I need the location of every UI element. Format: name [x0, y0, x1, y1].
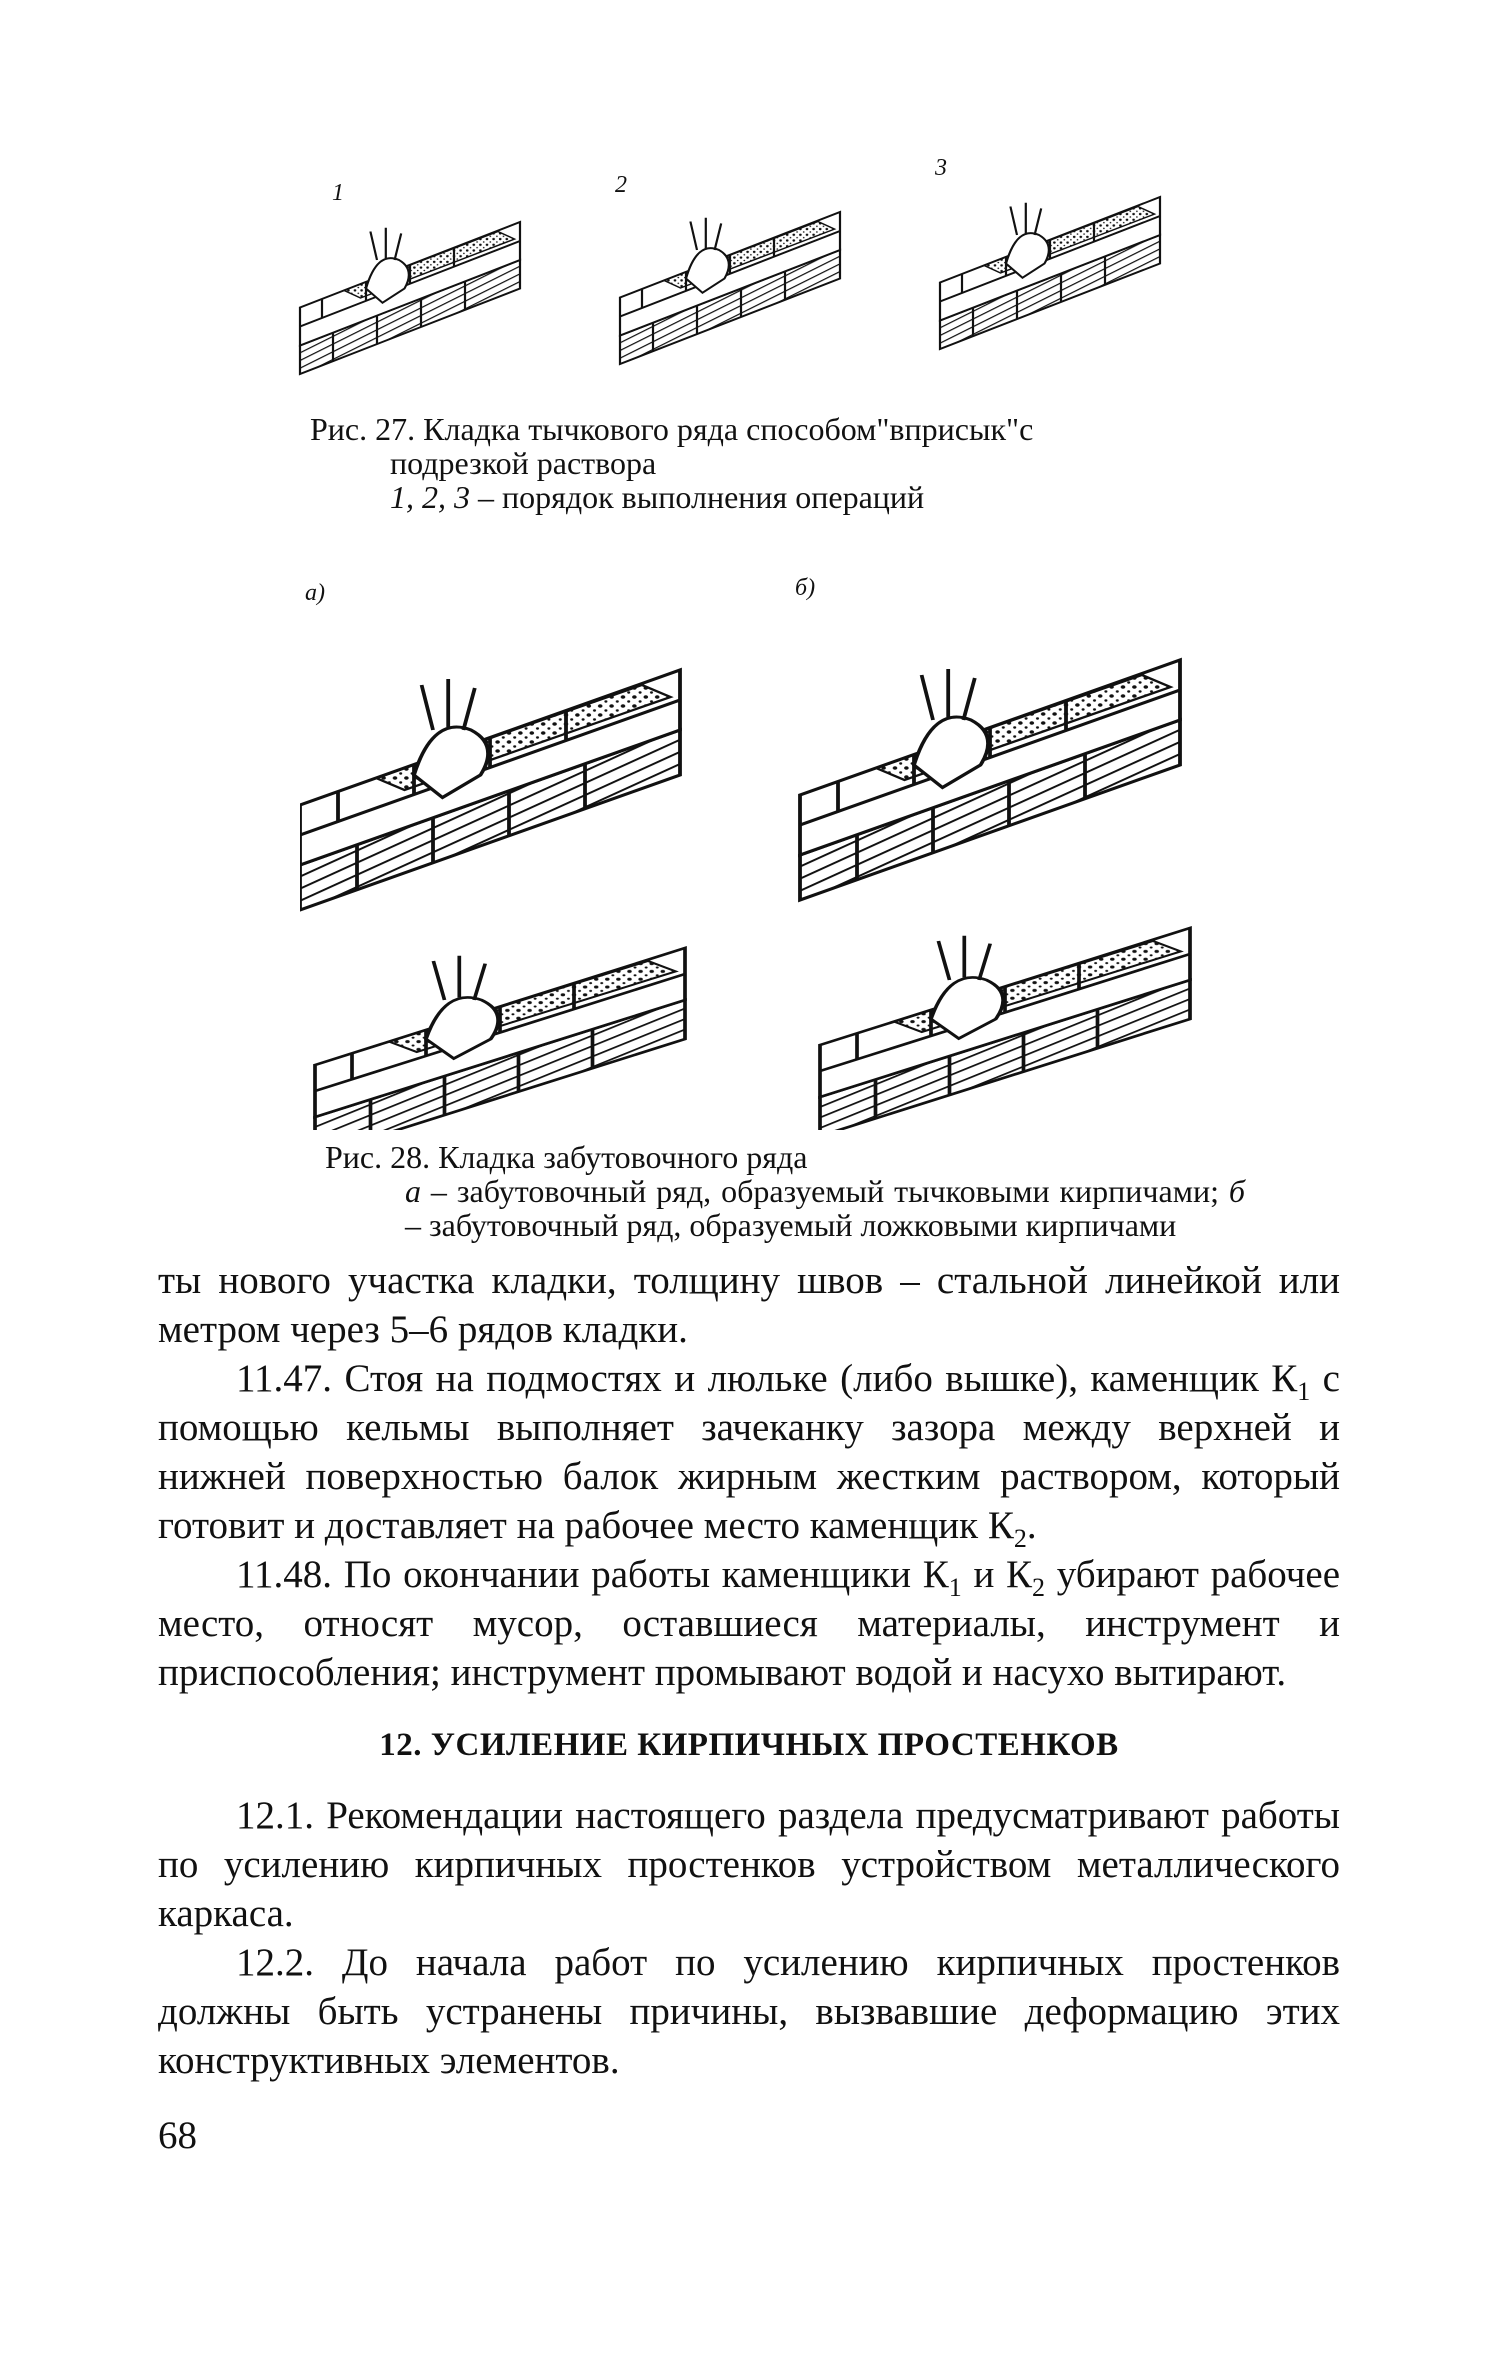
subscript: 1	[948, 1572, 962, 1602]
paragraph: ты нового участка кладки, толщину швов – стальной линейкой или метром через 5–6 рядов кладки.	[158, 1259, 1340, 1351]
paragraph-11-47	[158, 1354, 1340, 1553]
figure-28	[300, 570, 1220, 1130]
text: .	[1026, 1504, 1037, 1547]
caption-title: Рис. 27. Кладка тычкового ряда способом"вприсык"с	[310, 411, 1034, 447]
subscript: 2	[1013, 1523, 1027, 1553]
figure-27-label-1: 1	[332, 180, 344, 206]
legend-text-a: – забутовочный ряд, образуемый тычковыми кирпичами;	[421, 1173, 1229, 1209]
paragraph-12-1: 12.1. Рекомендации настоящего раздела предусматривают работы по усилению кирпичных простенков устройством металлического каркаса.	[158, 1794, 1340, 1935]
figure-28-illustration	[300, 570, 1220, 1130]
figure-27-illustration	[290, 150, 1210, 390]
legend-letter-a: а	[405, 1173, 421, 1209]
text: 11.47. Стоя на подмостях и люльке (либо вышке), каменщик К	[236, 1357, 1298, 1400]
caption-title: Рис. 28. Кладка забутовочного ряда	[325, 1139, 808, 1175]
figure-28-caption	[325, 1140, 1245, 1242]
caption-nums: 1, 2, 3	[390, 479, 470, 515]
figure-27	[290, 150, 1210, 390]
caption-line	[310, 480, 1210, 514]
caption-text: – порядок выполнения операций	[470, 479, 925, 515]
legend-letter-b: б	[1228, 1173, 1245, 1209]
subscript: 2	[1032, 1572, 1046, 1602]
body-text	[158, 1256, 1340, 2085]
text: и К	[961, 1553, 1033, 1596]
subscript: 1	[1297, 1376, 1311, 1406]
figure-27-caption	[310, 412, 1210, 514]
figure-27-label-2: 2	[615, 172, 627, 198]
paragraph-12-2: 12.2. До начала работ по усилению кирпичных простенков должны быть устранены причины, вызвавшие деформацию этих конструктивных элементов.	[158, 1941, 1340, 2082]
caption-legend	[325, 1174, 1245, 1242]
text: с помощью кельмы выполняет зачеканку зазора между верхней и нижней поверхностью балок жирным жестким раствором, который готовит и доставляет на рабочее место каменщик К	[158, 1357, 1340, 1547]
section-heading: 12. УСИЛЕНИЕ КИРПИЧНЫХ ПРОСТЕНКОВ	[379, 1727, 1119, 1763]
figure-28-label-b: б)	[795, 575, 816, 601]
text: убирают рабочее место, относят мусор, оставшиеся материалы, инструмент и приспособления; инструмент промывают водой и насухо вытирают.	[158, 1553, 1340, 1694]
text-flow	[158, 1140, 1340, 2159]
legend-text-b: – забутовочный ряд, образуемый ложковыми кирпичами	[405, 1207, 1177, 1243]
figure-28-label-a: а)	[305, 580, 325, 606]
figure-27-label-3: 3	[935, 155, 947, 181]
caption-line: подрезкой раствора	[390, 445, 657, 481]
page-number: 68	[158, 2114, 197, 2157]
text: 11.48. По окончании работы каменщики К	[236, 1553, 949, 1596]
paragraph-11-48	[158, 1550, 1340, 1697]
